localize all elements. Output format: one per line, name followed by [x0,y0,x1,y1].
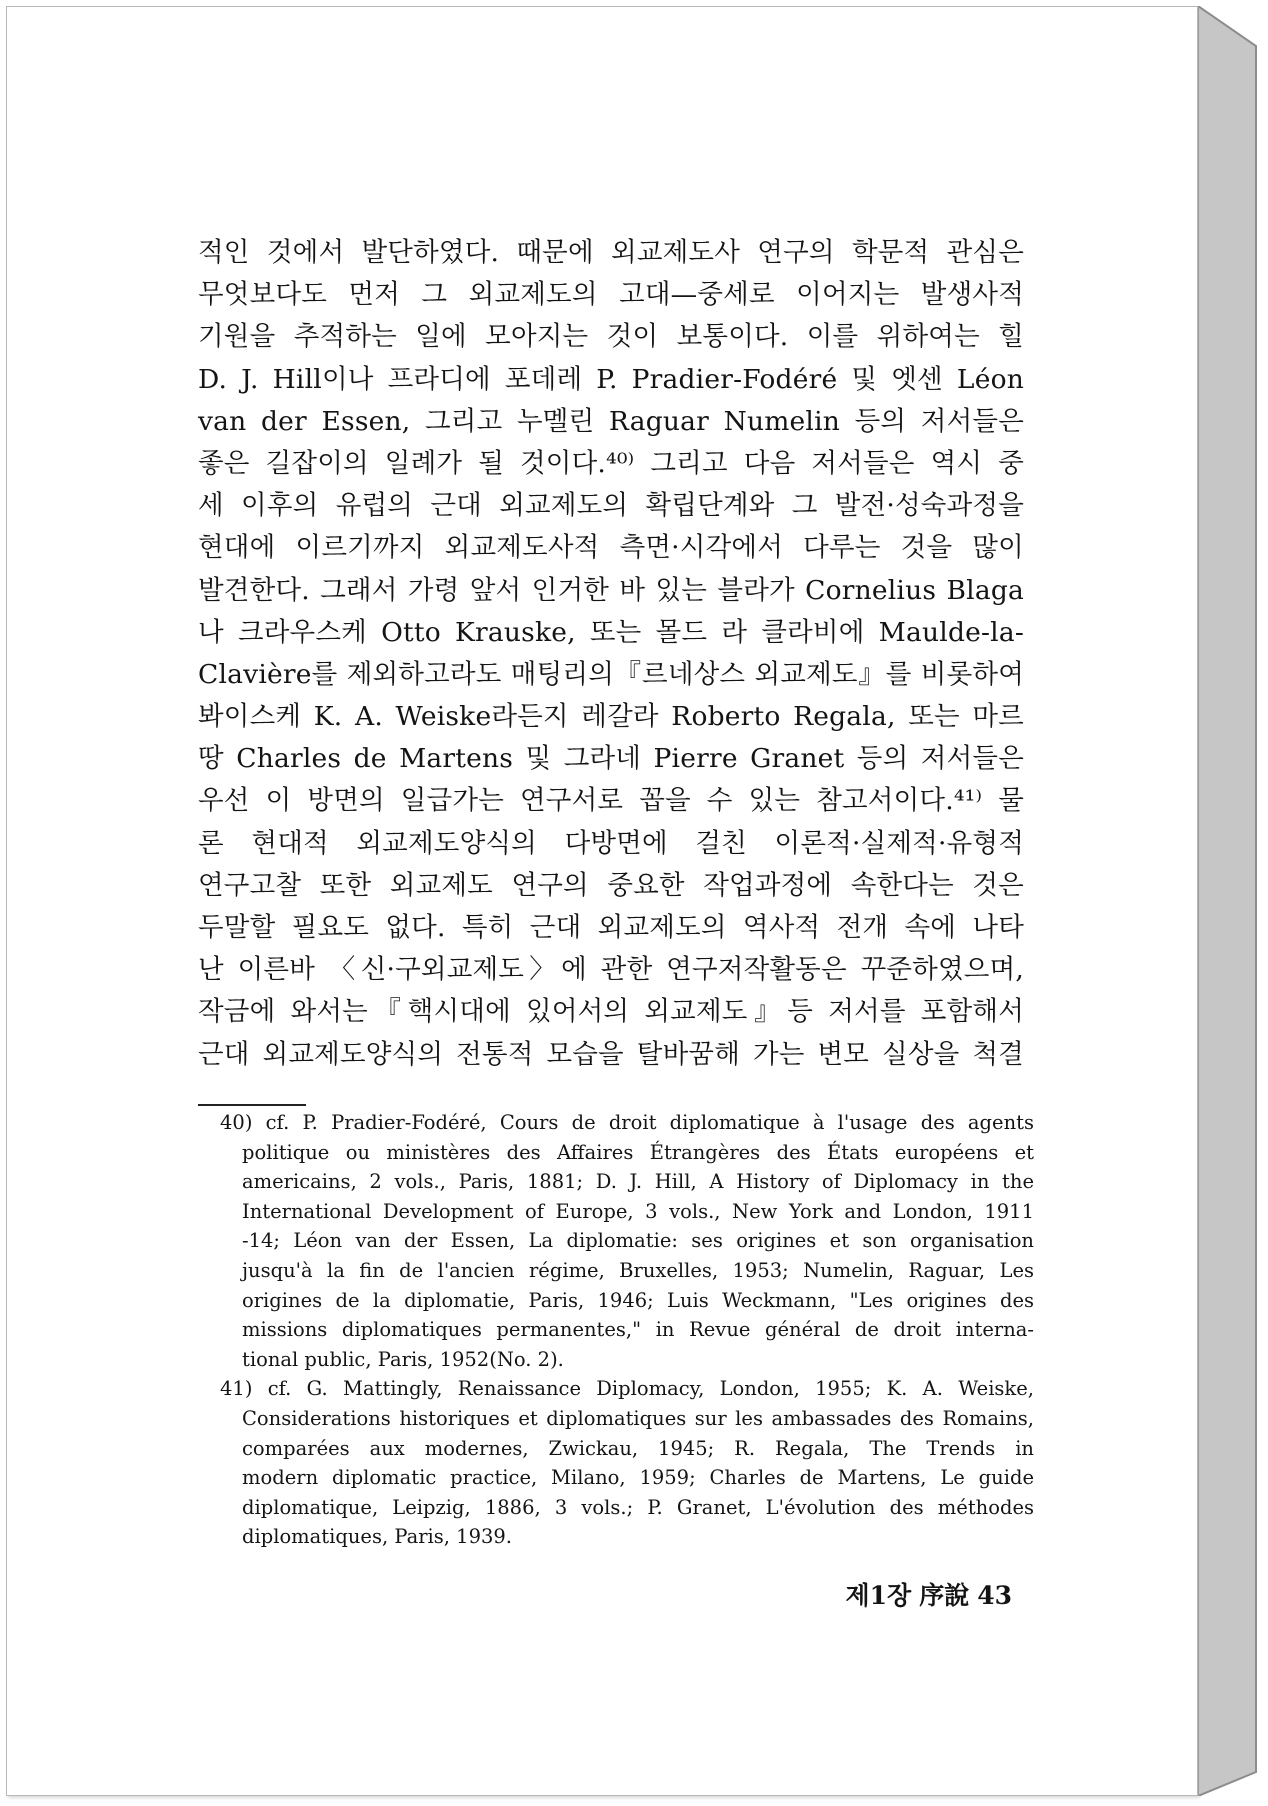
footnotes [220,1108,1034,1552]
body-line: 론 현대적 외교제도양식의 다방면에 걸친 이론적·실제적·유형적 [198,827,1024,859]
footnote-line: Considerations historiques et diplomatiques sur les ambassades des Romains, [242,1406,1034,1430]
body-line: 우선 이 방면의 일급가는 연구서로 꼽을 수 있는 참고서이다.⁴¹⁾ 물 [198,785,1024,817]
body-line: 연구고찰 또한 외교제도 연구의 중요한 작업과정에 속한다는 것은 [198,869,1024,901]
body-line: 봐이스케 K. A. Weiske라든지 레갈라 Roberto Regala, 또는 마르 [198,701,1024,733]
book-side-edge [1198,6,1260,1796]
body-line: 난 이른바 〈신·구외교제도〉에 관한 연구저작활동은 꾸준하였으며, [198,954,1024,986]
footnote-text: cf. P. Pradier-Fodéré, Cours de droit diplomatique à l'usage des agents [265,1111,1034,1134]
footnote-line: diplomatique, Leipzig, 1886, 3 vols.; P. Granet, L'évolution des méthodes [242,1495,1034,1519]
body-line: 발견한다. 그래서 가령 앞서 인거한 바 있는 블라가 Cornelius Blaga [198,574,1024,606]
footnote-separator [198,1104,306,1106]
body-line: 세 이후의 유럽의 근대 외교제도의 확립단계와 그 발전·성숙과정을 [198,490,1024,522]
body-line: 근대 외교제도양식의 전통적 모습을 탈바꿈해 가는 변모 실상을 척결 [198,1038,1024,1070]
footnote-text: cf. G. Mattingly, Renaissance Diplomacy, London, 1955; K. A. Weiske, [267,1377,1034,1401]
body-line: 좋은 길잡이의 일례가 될 것이다.⁴⁰⁾ 그리고 다음 저서들은 역시 중 [198,447,1024,479]
body-line: 무엇보다도 먼저 그 외교제도의 고대—중세로 이어지는 발생사적 [198,279,1024,311]
body-line: Clavière를 제외하고라도 매팅리의『르네상스 외교제도』를 비롯하여 [198,658,1024,690]
footnote-41 [220,1374,1034,1552]
body-line: 기원을 추적하는 일에 모아지는 것이 보통이다. 이를 위하여는 힐 [198,321,1024,353]
chapter-label: 제1장 [845,1581,912,1610]
section-title: 序說 [919,1581,970,1610]
footnote-line: tional public, Paris, 1952(No. 2). [242,1347,564,1371]
footnote-line: missions diplomatiques permanentes," in Revue général de droit interna- [242,1318,1034,1342]
footnote-40 [220,1108,1034,1374]
footnote-line: diplomatiques, Paris, 1939. [242,1525,513,1549]
body-line: 적인 것에서 발단하였다. 때문에 외교제도사 연구의 학문적 관심은 [198,237,1024,268]
footnote-line: -14; Léon van der Essen, La diplomatie: ses origines et son organisation [242,1229,1034,1253]
body-line: van der Essen, 그리고 누멜린 Raguar Numelin 등의 저서들은 [198,405,1024,437]
footnote-line: origines de la diplomatie, Paris, 1946; Luis Weckmann, "Les origines des [242,1288,1034,1312]
footnote-line: modern diplomatic practice, Milano, 1959; Charles de Martens, Le guide [242,1466,1034,1490]
footnote-line: International Development of Europe, 3 vols., New York and London, 1911 [242,1199,1034,1223]
footnote-line: politique ou ministères des Affaires Étrangères des États européens et [242,1140,1034,1164]
page-footer [816,1576,1012,1616]
page-number: 43 [977,1581,1012,1610]
footnote-number: 41) [220,1377,253,1401]
footnote-number: 40) [220,1111,253,1134]
body-line: D. J. Hill이나 프라디에 포데레 P. Pradier-Fodéré 및 엣센 Léon [198,363,1024,395]
body-line: 작금에 와서는『핵시대에 있어서의 외교제도』등 저서를 포함해서 [198,996,1024,1028]
body-line: 두말할 필요도 없다. 특히 근대 외교제도의 역사적 전개 속에 나타 [198,912,1024,943]
book-thickness-graphic [1198,6,1260,1796]
footnote-line: comparées aux modernes, Zwickau, 1945; R. Regala, The Trends in [242,1436,1034,1460]
body-line: 나 크라우스케 Otto Krauske, 또는 몰드 라 클라비에 Maulde-la- [198,616,1024,648]
body-line: 땅 Charles de Martens 및 그라네 Pierre Granet 등의 저서들은 [198,743,1024,775]
body-text [198,232,1024,1076]
footnote-line: americains, 2 vols., Paris, 1881; D. J. Hill, A History of Diplomacy in the [242,1170,1034,1194]
body-line: 현대에 이르기까지 외교제도사적 측면·시각에서 다루는 것을 많이 [198,532,1024,564]
footnote-line [220,1108,1034,1138]
footnote-line [220,1374,1034,1404]
footnote-line: jusqu'à la fin de l'ancien régime, Bruxelles, 1953; Numelin, Raguar, Les [242,1258,1034,1282]
